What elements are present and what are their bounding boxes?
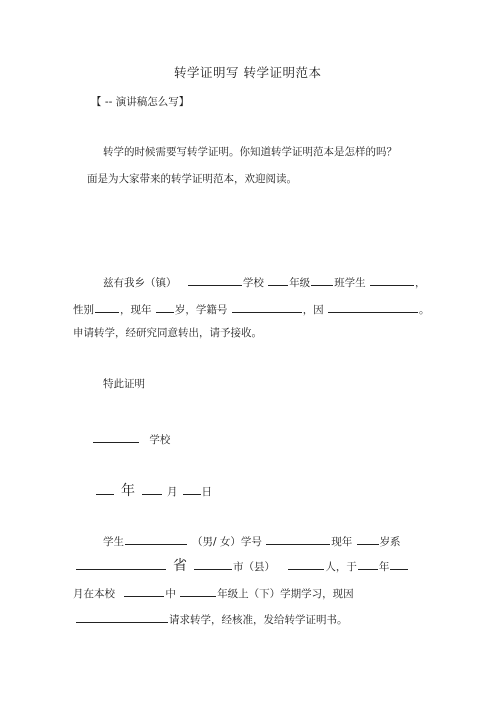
text-province: 省	[173, 558, 187, 574]
text-period: 。	[419, 304, 430, 316]
document-title: 转学证明写 转学证明范本	[174, 65, 322, 80]
body-line-3: 申请转学，经研究同意转出，请予接收。	[73, 327, 262, 339]
text-student: 学生	[103, 536, 124, 548]
text-class-student: 班学生	[334, 277, 366, 289]
text-approval: 请求转学，经核准，发给转学证明书。	[169, 614, 348, 626]
blank-stub-age	[357, 533, 379, 545]
blank-stub-name	[125, 533, 187, 545]
school-signature-line	[92, 431, 170, 447]
text-school-label: 学校	[149, 434, 171, 446]
text-city: 市（县）	[233, 561, 275, 573]
blank-grade	[268, 274, 288, 286]
text-comma: ，	[415, 277, 426, 289]
body-line-1	[103, 274, 426, 290]
document-subtitle: 【 -- 演讲稿怎么写】	[91, 96, 190, 108]
text-stub-age: 现年	[331, 536, 353, 548]
text-gender: 性别	[73, 304, 94, 316]
blank-stub-year-end	[390, 558, 408, 570]
text-middle: 中	[165, 588, 176, 600]
text-student-id: 岁，学籍号	[174, 304, 228, 316]
text-school: 学校	[242, 277, 264, 289]
blank-stub-reason	[76, 611, 168, 623]
blank-township	[188, 274, 242, 286]
text-month-school: 月在本校	[73, 588, 115, 600]
intro-paragraph-line-2: 面是为大家带来的转学证明范本，欢迎阅读。	[87, 173, 297, 185]
stub-line-3	[73, 585, 354, 601]
blank-school-name	[93, 431, 139, 443]
date-line	[95, 483, 212, 499]
body-line-2	[73, 301, 430, 317]
blank-student-name	[370, 274, 414, 286]
text-reason: ，因	[302, 304, 324, 316]
text-grade: 年级	[289, 277, 311, 289]
blank-school-stub	[124, 585, 164, 597]
text-term-study: 年级上（下）学期学习，现因	[217, 588, 354, 600]
blank-stub-year	[358, 558, 378, 570]
blank-class	[311, 274, 333, 286]
blank-reason	[328, 301, 418, 313]
blank-city	[194, 558, 232, 570]
stub-line-4	[75, 611, 348, 627]
stub-line-2	[75, 558, 409, 574]
blank-person	[288, 558, 324, 570]
blank-stub-id	[266, 533, 330, 545]
blank-age	[156, 301, 174, 313]
blank-province	[76, 558, 166, 570]
text-person-at: 人，于	[325, 561, 357, 573]
blank-stub-grade	[180, 585, 216, 597]
text-age: ，现年	[120, 304, 152, 316]
closing-text: 特此证明	[103, 378, 145, 390]
stub-line-1	[103, 533, 401, 549]
blank-month	[142, 483, 162, 495]
text-month: 月	[167, 486, 178, 498]
intro-paragraph-line-1: 转学的时候需要写转学证明。你知道转学证明范本是怎样的吗？	[103, 146, 397, 158]
blank-student-id	[232, 301, 302, 313]
blank-gender	[95, 301, 119, 313]
text-day: 日	[201, 486, 212, 498]
blank-year	[96, 483, 114, 495]
text-gender-id: （男/ 女）学号	[192, 536, 262, 548]
text-township: 兹有我乡（镇）	[103, 277, 177, 289]
text-stub-from: 岁系	[379, 536, 401, 548]
blank-day	[183, 483, 201, 495]
text-year: 年	[121, 483, 135, 499]
text-stub-year: 年	[378, 561, 390, 573]
